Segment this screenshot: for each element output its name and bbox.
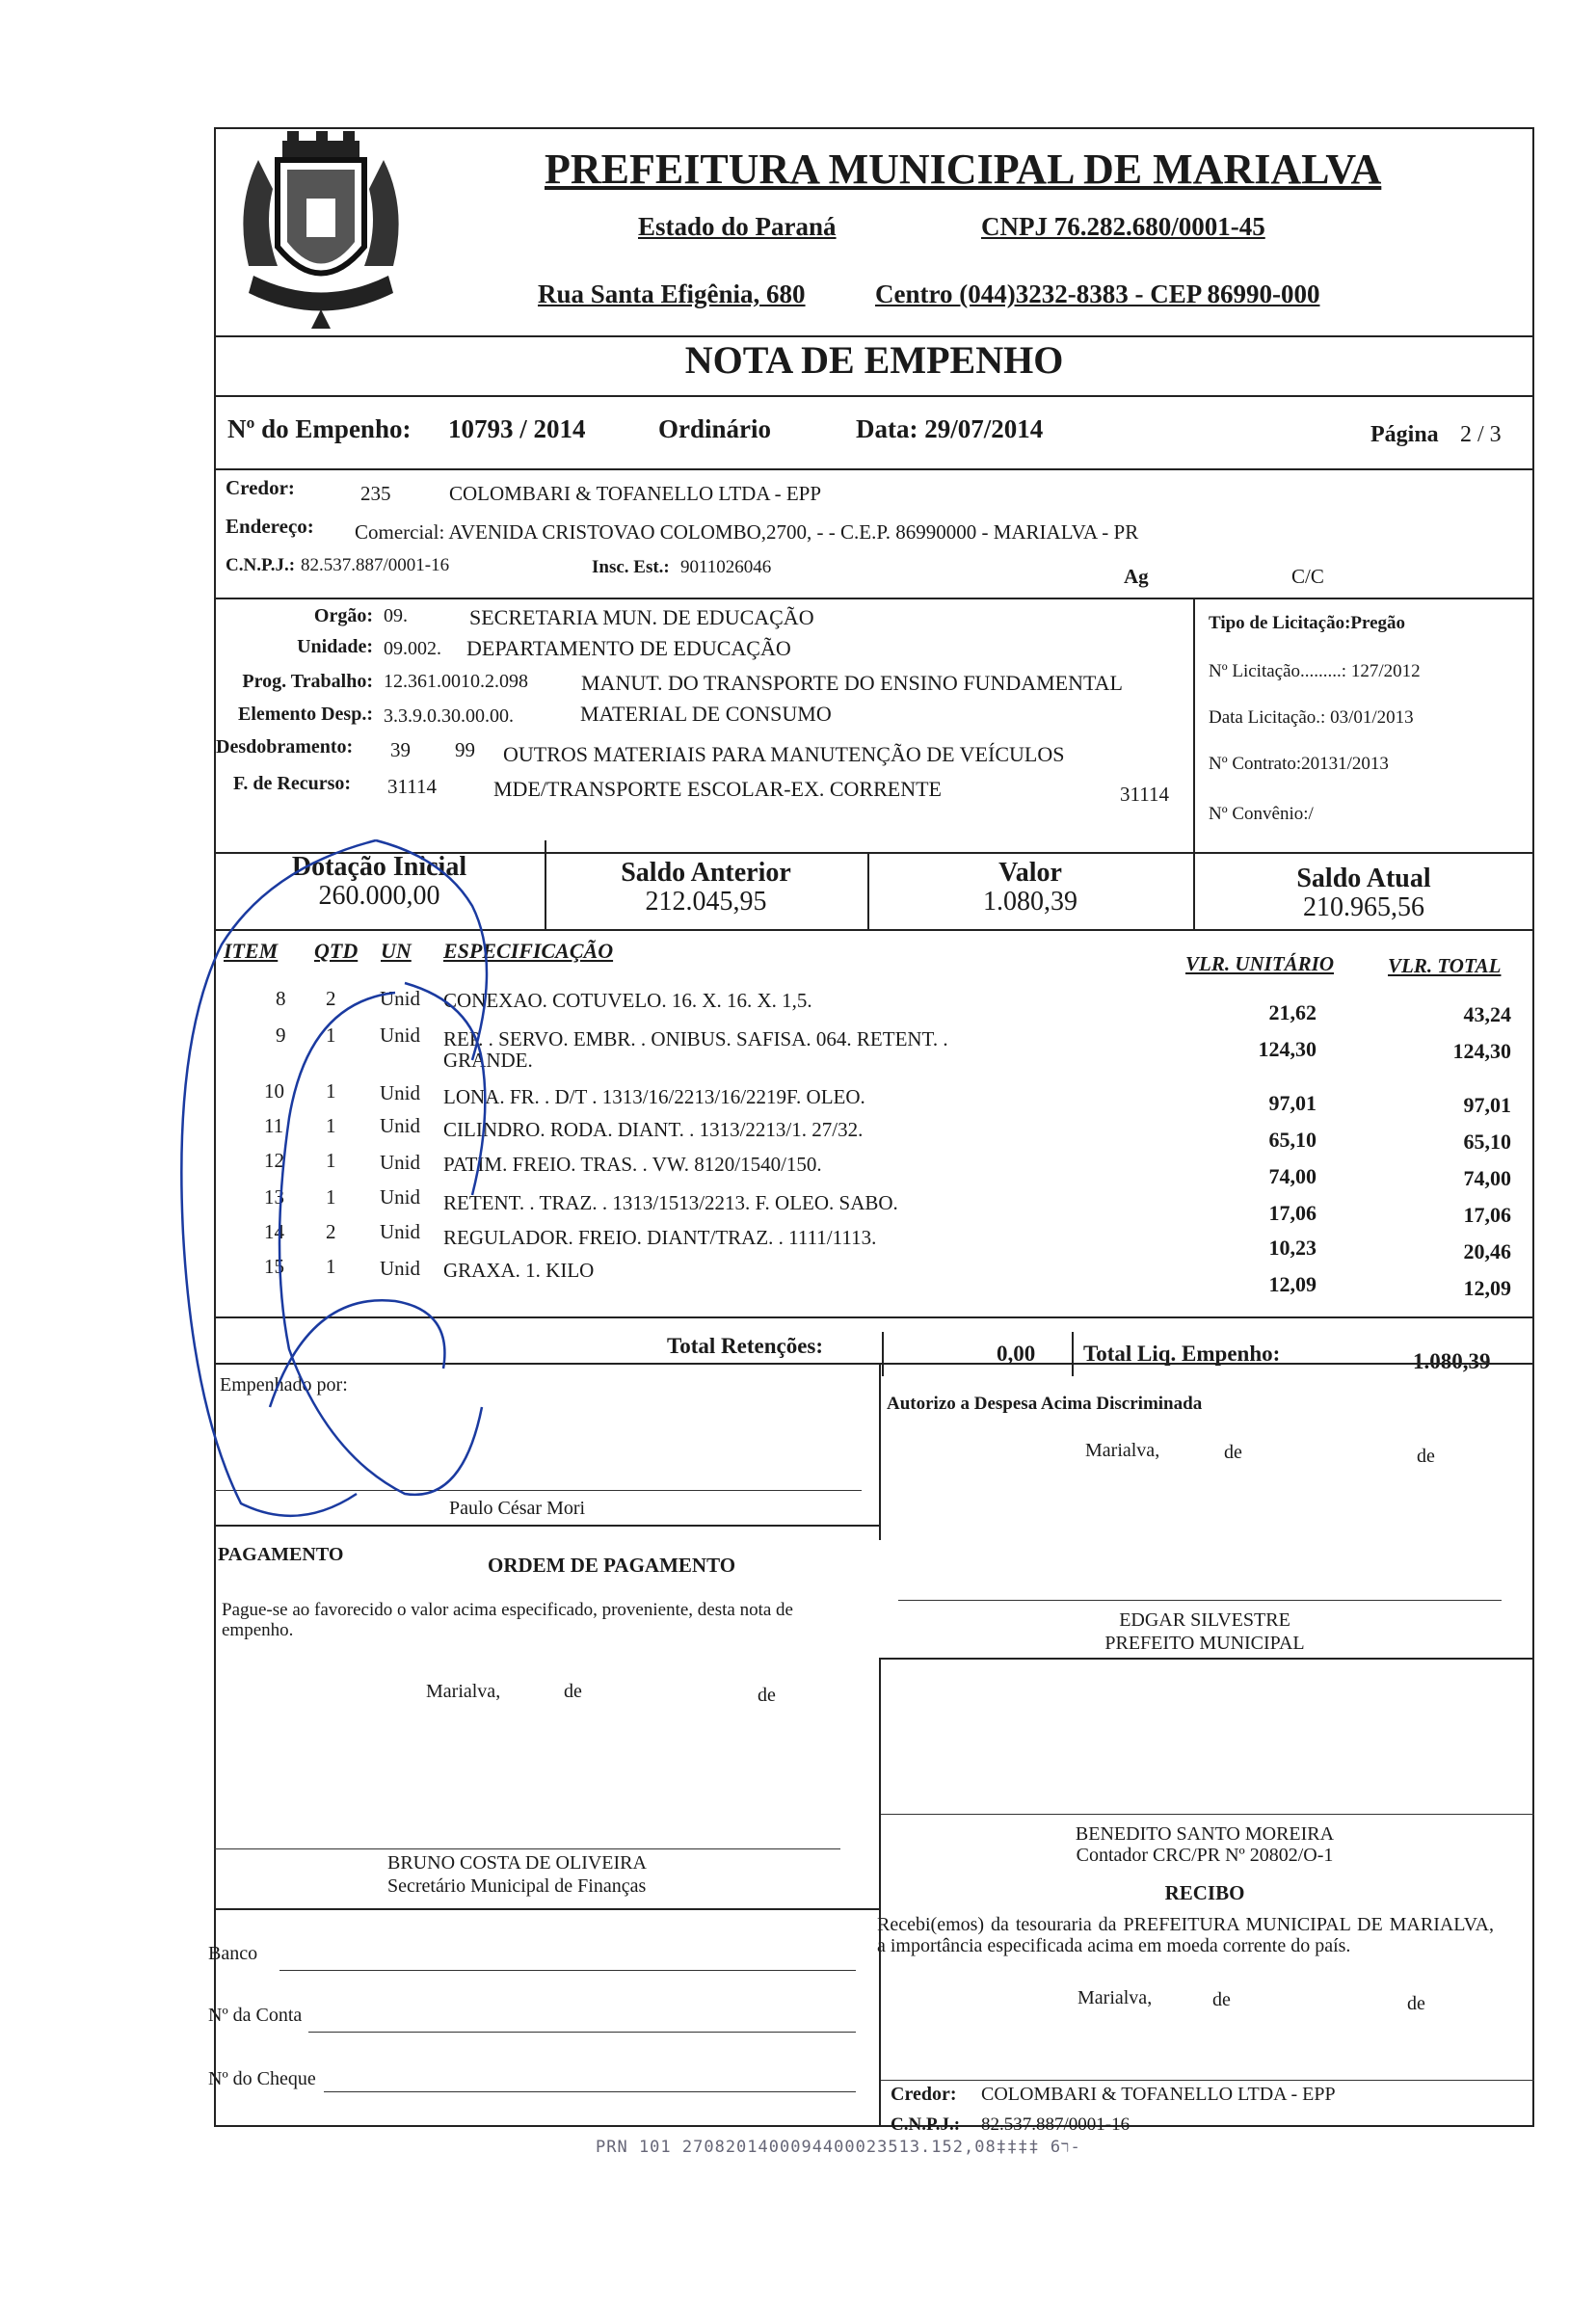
handwritten-annotation [154,829,655,1523]
liq-value: 1.080,39 [1413,1349,1491,1373]
contador-name: BENEDITO SANTO MOREIRA [1075,1823,1335,1845]
elemento-desc: MATERIAL DE CONSUMO [580,702,832,726]
header-state: Estado do Paraná [638,212,837,241]
item-qtd: 1 [326,1255,336,1278]
item-spec: LONA. FR. . D/T . 1313/16/2213/16/2219F. OLEO. [443,1085,865,1108]
item-unit-value: 74,00 [1268,1164,1317,1188]
item-total-value: 124,30 [1452,1039,1511,1063]
cc-label: C/C [1291,565,1324,588]
recibo-city: Marialva, [1077,1987,1153,2008]
item-total-value: 20,46 [1463,1239,1511,1263]
conta-label: Nº da Conta [208,2005,303,2026]
recibo-credor-label: Credor: [891,2084,957,2105]
credor-code: 235 [360,482,391,505]
pagamento-label: PAGAMENTO [218,1544,344,1565]
credor-label: Credor: [226,476,295,499]
recibo-text: Recebi(emos) da tesouraria da PREFEITURA MUNICIPAL DE MARIALVA, a importância especificada acima em moeda corrente do país. [877,1914,1494,1956]
liq-label: Total Liq. Empenho: [1083,1342,1281,1366]
orgao-label: Orgão: [313,605,373,626]
saldo-anterior-value: 212.045,95 [645,887,767,917]
totals-sep-1 [882,1332,884,1376]
item-qtd: 1 [326,1079,336,1103]
licitacao-divider [1193,598,1195,853]
conta-line [308,2032,856,2033]
item-number: 11 [264,1114,284,1137]
cheque-label: Nº do Cheque [208,2068,316,2089]
item-un: Unid [380,987,420,1010]
finance-signature-line [214,1848,840,1849]
empenhado-name: Paulo César Mori [449,1498,586,1519]
unidade-code: 09.002. [384,638,441,659]
credor-name: COLOMBARI & TOFANELLO LTDA - EPP [449,482,822,505]
saldo-atual-label: Saldo Atual [1296,864,1431,893]
pagamento-de2: de [758,1685,776,1706]
item-total-value: 74,00 [1463,1166,1511,1190]
page-value: 2 / 3 [1460,422,1502,447]
item-spec-continued: GRANDE. [443,1049,533,1072]
recibo-signature-line [879,2080,1534,2081]
page-label: Página [1370,422,1439,447]
recibo-label: RECIBO [1164,1881,1245,1904]
item-unit-value: 65,10 [1268,1128,1317,1152]
pagamento-city: Marialva, [426,1681,501,1702]
item-number: 10 [264,1079,284,1103]
orgao-desc: SECRETARIA MUN. DE EDUCAÇÃO [469,605,814,629]
prog-desc: MANUT. DO TRANSPORTE DO ENSINO FUNDAMENTAL [581,671,1123,695]
recibo-cnpj-label: C.N.P.J.: [891,2114,961,2135]
licitacao-tipo: Tipo de Licitação:Pregão [1209,613,1406,633]
recurso-label: F. de Recurso: [233,773,352,794]
item-qtd: 2 [326,987,336,1010]
empenho-label: Nº do Empenho: [227,414,412,443]
header-cnpj: CNPJ 76.282.680/0001-45 [981,212,1265,241]
insc-label: Insc. Est.: [592,557,670,577]
item-total-value: 17,06 [1463,1203,1511,1227]
saldo-anterior-label: Saldo Anterior [621,858,791,888]
mid-divider [879,1363,881,1540]
prefeito-name: EDGAR SILVESTRE [1119,1609,1290,1631]
item-total-value: 12,09 [1463,1276,1511,1300]
valor-value: 1.080,39 [983,887,1077,917]
desdobramento-desc: OUTROS MATERIAIS PARA MANUTENÇÃO DE VEÍCULOS [503,742,1065,766]
item-spec: PATIM. FREIO. TRAS. . VW. 8120/1540/150. [443,1153,822,1176]
item-spec: REGULADOR. FREIO. DIANT/TRAZ. . 1111/1113. [443,1226,877,1249]
pagamento-text: Pague-se ao favorecido o valor acima especificado, proveniente, desta nota de empenho. [222,1600,793,1640]
item-qtd: 2 [326,1220,336,1243]
desdobramento-label: Desdobramento: [216,736,354,758]
header-title: PREFEITURA MUNICIPAL DE MARIALVA [545,146,1382,193]
autorizo-de2: de [1417,1446,1435,1467]
desdobramento-code2: 99 [455,738,475,761]
recibo-de2: de [1407,1993,1425,2014]
recurso-desc: MDE/TRANSPORTE ESCOLAR-EX. CORRENTE [493,777,942,801]
item-qtd: 1 [326,1185,336,1209]
elemento-code: 3.3.9.0.30.00.00. [384,705,514,727]
unidade-label: Unidade: [297,636,373,657]
credor-cnpj-label: C.N.P.J.: [226,555,296,575]
empenho-divider [214,468,1534,470]
item-qtd: 1 [326,1149,336,1172]
licitacao-convenio: Nº Convênio:/ [1209,804,1314,824]
retencoes-value: 0,00 [997,1342,1036,1366]
item-unit-value: 17,06 [1268,1201,1317,1225]
col-unit-value: VLR. UNITÁRIO [1185,952,1335,975]
item-un: Unid [380,1114,420,1137]
col-spec: ESPECIFICAÇÃO [443,939,614,963]
desdobramento-code: 39 [390,738,411,761]
municipal-coat-of-arms [229,131,412,333]
saldo-atual-value: 210.965,56 [1303,892,1424,922]
item-spec: CONEXAO. COTUVELO. 16. X. 16. X. 1,5. [443,989,812,1012]
prefeito-signature-line [898,1600,1502,1601]
payment-stamp: PRN 101 27082014000944000235ר6 ‡‡‡‡13.152,08- [596,2138,1081,2157]
item-number: 13 [264,1185,284,1209]
col-qtd: QTD [314,939,359,963]
item-unit-value: 12,09 [1268,1272,1317,1296]
prog-code: 12.361.0010.2.098 [384,671,528,692]
elemento-label: Elemento Desp.: [238,704,373,725]
item-number: 9 [276,1024,286,1047]
licitacao-contrato: Nº Contrato:20131/2013 [1209,754,1389,774]
autorizo-de1: de [1224,1442,1242,1463]
item-number: 8 [276,987,286,1010]
title-divider [214,395,1534,397]
finance-signer: BRUNO COSTA DE OLIVEIRA [387,1852,647,1874]
item-number: 14 [264,1220,284,1243]
item-unit-value: 97,01 [1268,1091,1317,1115]
item-un: Unid [380,1220,420,1243]
prog-label: Prog. Trabalho: [242,671,373,692]
finance-role: Secretário Municipal de Finanças [387,1875,647,1897]
recibo-cnpj: 82.537.887/0001-16 [981,2114,1130,2135]
item-qtd: 1 [326,1024,336,1047]
item-un: Unid [380,1024,420,1047]
totals-sep-2 [1072,1332,1074,1376]
item-qtd: 1 [326,1114,336,1137]
item-un: Unid [380,1081,420,1104]
recibo-credor: COLOMBARI & TOFANELLO LTDA - EPP [981,2084,1336,2105]
ordem-label: ORDEM DE PAGAMENTO [488,1554,736,1577]
credor-cnpj: 82.537.887/0001-16 [301,555,450,575]
item-un: Unid [380,1185,420,1209]
item-total-value: 65,10 [1463,1130,1511,1154]
licitacao-data: Data Licitação.: 03/01/2013 [1209,707,1414,728]
cheque-line [324,2091,856,2092]
prefeito-divider [879,1658,1534,1660]
prefeito-role: PREFEITO MUNICIPAL [1104,1633,1305,1654]
item-number: 12 [264,1149,284,1172]
item-spec: RETENT. . TRAZ. . 1313/1513/2213. F. OLEO. SABO. [443,1191,898,1214]
dotacao-label: Dotação Inicial [291,852,467,882]
pagamento-de1: de [564,1681,582,1702]
item-number: 15 [264,1255,284,1278]
autorizo-label: Autorizo a Despesa Acima Discriminada [887,1394,1203,1414]
retencoes-label: Total Retenções: [667,1334,824,1358]
unidade-desc: DEPARTAMENTO DE EDUCAÇÃO [466,636,791,660]
item-unit-value: 124,30 [1258,1037,1317,1061]
col-item: ITEM [224,939,279,963]
valor-label: Valor [998,858,1062,888]
recurso-code2: 31114 [1120,783,1169,806]
empenho-type: Ordinário [658,414,772,443]
item-un: Unid [380,1151,420,1174]
dotacao-value: 260.000,00 [318,881,440,911]
item-spec: CILINDRO. RODA. DIANT. . 1313/2213/1. 27/32. [443,1118,864,1141]
item-spec: GRAXA. 1. KILO [443,1259,595,1282]
item-total-value: 43,24 [1463,1002,1511,1026]
address-label: Endereço: [226,515,314,538]
header-district-phone-cep: Centro (044)3232-8383 - CEP 86990-000 [875,279,1320,308]
item-total-value: 97,01 [1463,1093,1511,1117]
empenho-date: Data: 29/07/2014 [856,414,1044,443]
empenhado-label: Empenhado por: [220,1374,348,1396]
empenhado-bottom-divider [214,1525,879,1527]
autorizo-city: Marialva, [1085,1440,1160,1461]
item-unit-value: 21,62 [1268,1000,1317,1024]
item-un: Unid [380,1257,420,1280]
lower-mid-divider [879,1658,881,2127]
header-street: Rua Santa Efigênia, 680 [538,279,806,308]
credor-address: Comercial: AVENIDA CRISTOVAO COLOMBO,2700, - - C.E.P. 86990000 - MARIALVA - PR [355,520,1139,544]
contador-signature-line [879,1814,1534,1815]
contador-role: Contador CRC/PR Nº 20802/O-1 [1076,1845,1334,1866]
col-un: UN [381,939,412,963]
item-spec: REP. . SERVO. EMBR. . ONIBUS. SAFISA. 064. RETENT. . [443,1027,948,1050]
recurso-code: 31114 [387,775,437,798]
item-unit-value: 10,23 [1268,1236,1317,1260]
col-total-value: VLR. TOTAL [1388,954,1502,977]
recibo-de1: de [1212,1989,1231,2010]
licitacao-numero: Nº Licitação.........: 127/2012 [1209,661,1421,681]
insc-value: 9011026046 [680,557,772,577]
document-title: NOTA DE EMPENHO [684,338,1064,382]
ag-label: Ag [1124,565,1149,588]
banco-label: Banco [208,1943,258,1964]
orgao-code: 09. [384,605,408,626]
banco-line [279,1970,856,1971]
credor-divider [214,598,1534,599]
bank-divider [214,1908,879,1910]
empenho-number: 10793 / 2014 [448,414,586,443]
